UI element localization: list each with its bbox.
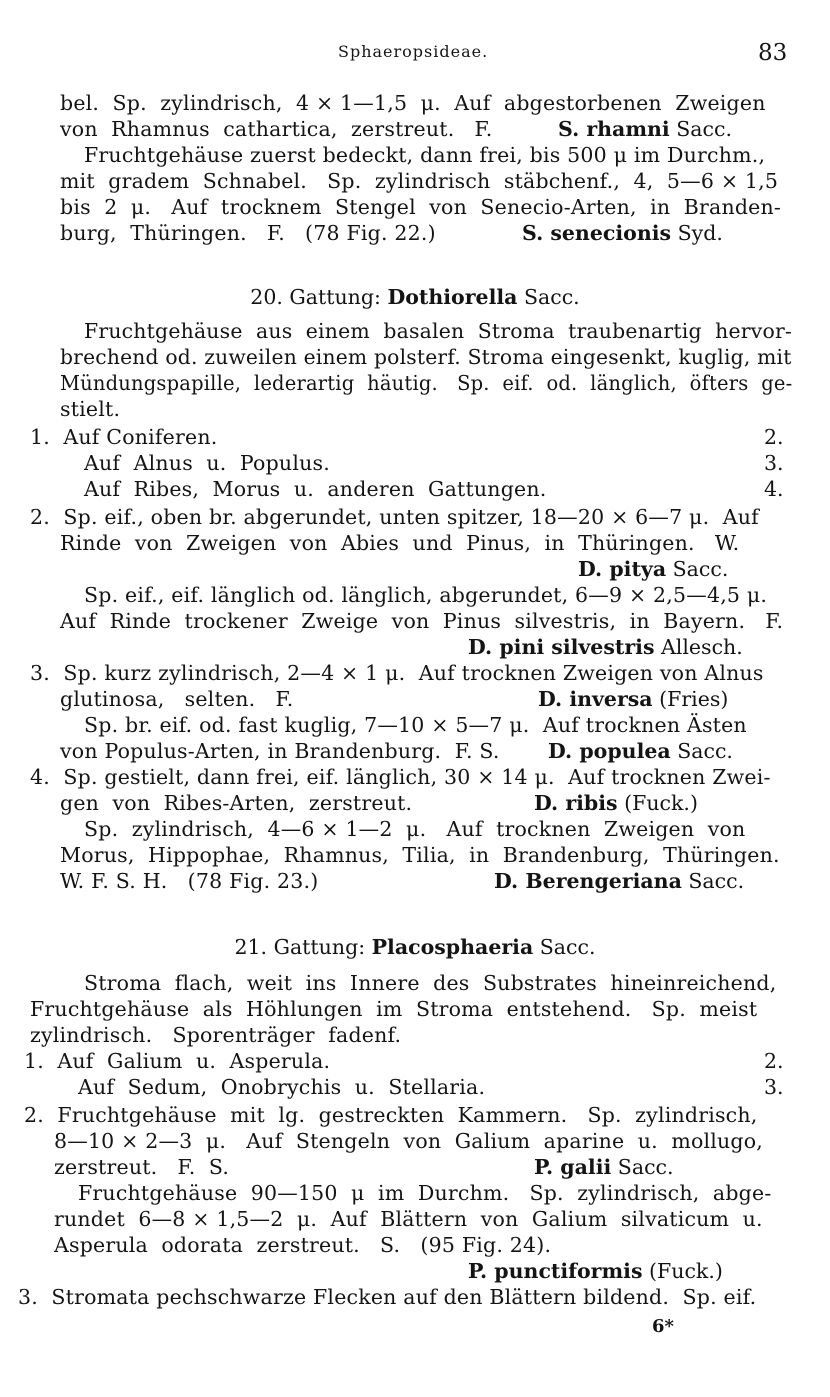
species-name: D. inversa xyxy=(538,687,653,711)
key-line: Sp. br. eif. od. fast kuglig, 7—10 × 5—7 μ. Auf trocknen Ästen xyxy=(84,713,747,737)
species-authority: Sacc. xyxy=(669,117,732,141)
key-line: Auf Ribes, Morus u. anderen Gattungen. xyxy=(84,477,547,501)
species-name: D. pitya xyxy=(578,557,667,581)
species-authority: Sacc. xyxy=(666,557,729,581)
text-line: bel. Sp. zylindrisch, 4 × 1—1,5 μ. Auf abgestorbenen Zweigen xyxy=(60,91,766,115)
text-line: Fruchtgehäuse als Höhlungen im Stroma entstehend. Sp. meist xyxy=(30,997,758,1021)
key-ref: 2. xyxy=(764,1049,784,1073)
species-name: D. Berengeriana xyxy=(494,869,682,893)
key-line: Rinde von Zweigen von Abies und Pinus, in Thüringen. W. xyxy=(60,531,740,555)
text-line: Fruchtgehäuse zuerst bedeckt, dann frei, bis 500 μ im Durchm., xyxy=(84,143,766,167)
genus-heading: 21. Gattung: Placosphaeria Sacc. xyxy=(234,935,596,959)
text-line: Stroma flach, weit ins Innere des Substrates hineinreichend, xyxy=(84,971,777,995)
key-ref: 2. xyxy=(764,425,784,449)
text-line: mit gradem Schnabel. Sp. zylindrisch stäbchenf., 4, 5—6 × 1,5 xyxy=(60,169,779,193)
species-entry xyxy=(558,116,732,142)
key-line: 4. Sp. gestielt, dann frei, eif. länglich, 30 × 14 μ. Auf trocknen Zwei- xyxy=(30,765,771,789)
key-line: 3. Sp. kurz zylindrisch, 2—4 × 1 μ. Auf trocknen Zweigen von Alnus xyxy=(30,661,764,685)
text-line: bis 2 μ. Auf trocknem Stengel von Senecio-Arten, in Branden- xyxy=(60,195,782,219)
species-entry xyxy=(468,634,743,660)
species-name: D. pini silvestris xyxy=(468,635,655,659)
text-line: zylindrisch. Sporenträger fadenf. xyxy=(30,1023,402,1047)
species-name: S. rhamni xyxy=(558,117,670,141)
key-line: 2. Fruchtgehäuse mit lg. gestreckten Kammern. Sp. zylindrisch, xyxy=(24,1103,758,1127)
key-line: Auf Sedum, Onobrychis u. Stellaria. xyxy=(78,1075,486,1099)
species-name: D. populea xyxy=(548,739,671,763)
key-line: 1. Auf Galium u. Asperula. xyxy=(24,1049,331,1073)
key-line: gen von Ribes-Arten, zerstreut. xyxy=(60,791,413,815)
text-line: von Rhamnus cathartica, zerstreut. F. xyxy=(60,117,493,141)
key-line: Asperula odorata zerstreut. S. (95 Fig. 24). xyxy=(54,1233,552,1257)
species-authority: Sacc. xyxy=(670,739,733,763)
text-line: burg, Thüringen. F. (78 Fig. 22.) xyxy=(60,221,436,245)
species-entry xyxy=(538,686,728,712)
text-line: brechend od. zuweilen einem polsterf. Stroma eingesenkt, kuglig, mit xyxy=(60,345,792,369)
page-number: 83 xyxy=(758,40,788,66)
key-line: Sp. zylindrisch, 4—6 × 1—2 μ. Auf trocknen Zweigen von xyxy=(84,817,746,841)
species-authority: Syd. xyxy=(671,221,723,245)
genus-heading: 20. Gattung: Dothiorella Sacc. xyxy=(250,285,580,309)
species-authority: (Fuck.) xyxy=(642,1259,723,1283)
key-ref: 4. xyxy=(764,477,784,501)
species-authority: (Fries) xyxy=(652,687,729,711)
key-line: Auf Rinde trockener Zweige von Pinus silvestris, in Bayern. F. xyxy=(60,609,784,633)
species-entry xyxy=(522,220,723,246)
species-entry xyxy=(534,1154,674,1180)
key-line: zerstreut. F. S. xyxy=(54,1155,230,1179)
species-name: S. senecionis xyxy=(522,221,672,245)
key-line: Sp. eif., eif. länglich od. länglich, abgerundet, 6—9 × 2,5—4,5 μ. xyxy=(84,583,768,607)
running-title: Sphaeropsideae. xyxy=(338,42,489,61)
key-line: Auf Alnus u. Populus. xyxy=(84,451,330,475)
species-entry xyxy=(534,790,698,816)
species-entry xyxy=(548,738,733,764)
key-line: rundet 6—8 × 1,5—2 μ. Auf Blättern von Galium silvaticum u. xyxy=(54,1207,763,1231)
species-entry xyxy=(468,1258,723,1284)
species-authority: Sacc. xyxy=(681,869,745,893)
key-line: Fruchtgehäuse 90—150 μ im Durchm. Sp. zylindrisch, abge- xyxy=(78,1181,772,1205)
species-entry xyxy=(494,868,744,894)
species-entry xyxy=(578,556,728,582)
key-line: Morus, Hippophae, Rhamnus, Tilia, in Brandenburg, Thüringen. xyxy=(60,843,780,867)
key-line: 3. Stromata pechschwarze Flecken auf den Blättern bildend. Sp. eif. xyxy=(18,1285,757,1309)
text-line: stielt. xyxy=(60,397,121,421)
species-authority: Sacc. xyxy=(611,1155,674,1179)
species-authority: Allesch. xyxy=(654,635,743,659)
key-ref: 3. xyxy=(764,1075,784,1099)
signature-mark: 6* xyxy=(652,1316,674,1337)
key-line: 1. Auf Coniferen. xyxy=(30,425,218,449)
species-name: P. galii xyxy=(534,1155,612,1179)
key-line: W. F. S. H. (78 Fig. 23.) xyxy=(60,869,319,893)
key-line: von Populus-Arten, in Brandenburg. F. S. xyxy=(60,739,500,763)
text-line: Fruchtgehäuse aus einem basalen Stroma traubenartig hervor- xyxy=(84,319,793,343)
key-line: 2. Sp. eif., oben br. abgerundet, unten spitzer, 18—20 × 6—7 μ. Auf xyxy=(30,505,759,529)
key-line: glutinosa, selten. F. xyxy=(60,687,294,711)
species-authority: (Fuck.) xyxy=(617,791,698,815)
text-line: Mündungspapille, lederartig häutig. Sp. eif. od. länglich, öfters ge- xyxy=(60,371,793,395)
species-name: D. ribis xyxy=(534,791,618,815)
key-line: 8—10 × 2—3 μ. Auf Stengeln von Galium aparine u. mollugo, xyxy=(54,1129,763,1153)
key-ref: 3. xyxy=(764,451,784,475)
species-name: P. punctiformis xyxy=(468,1259,643,1283)
